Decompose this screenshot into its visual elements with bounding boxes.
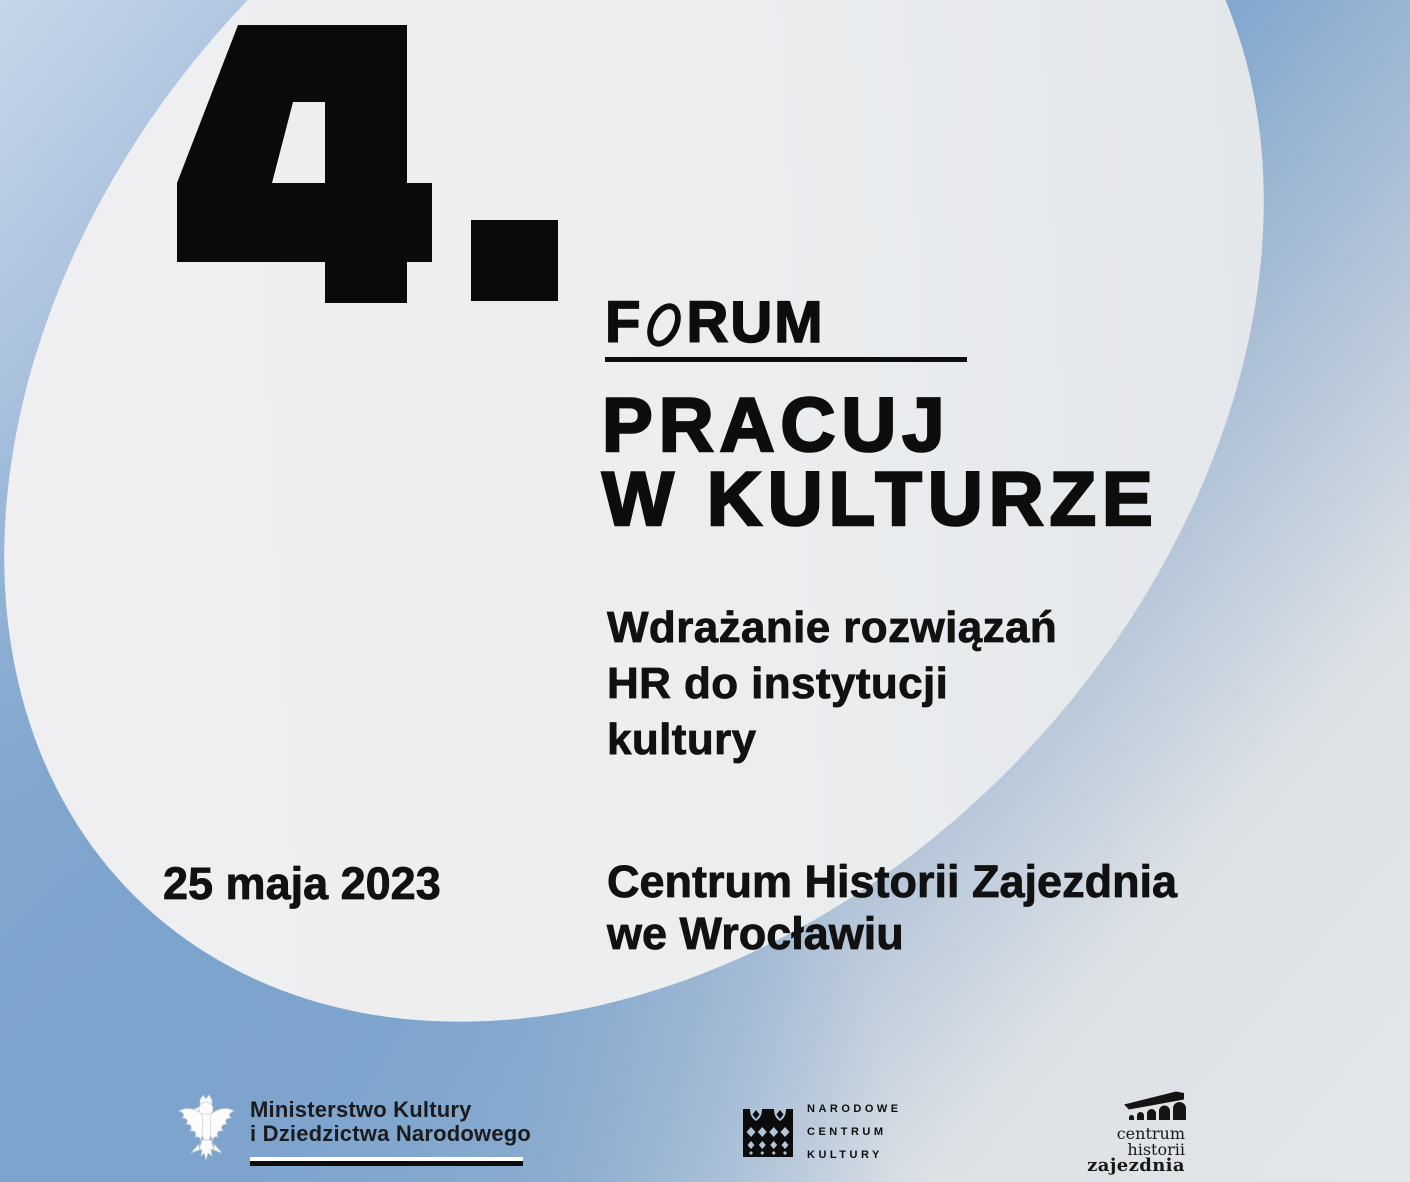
- nck-name-word-1: NARODOWE: [807, 1103, 902, 1115]
- venue-line-1: Centrum Historii Zajezdnia: [607, 856, 1178, 907]
- ministry-name-line-1: Ministerstwo Kultury: [250, 1097, 472, 1122]
- forum-wordmark: [605, 290, 825, 355]
- nck-name-word-2: CENTRUM: [807, 1126, 887, 1138]
- nck-name-word-3: KULTURY: [807, 1149, 883, 1161]
- zajezdnia-name-word-2: historii: [1127, 1140, 1185, 1159]
- zajezdnia-name: [1045, 1126, 1185, 1174]
- ministry-name-line-2: i Dziedzictwa Narodowego: [250, 1121, 532, 1146]
- title-line-2: W KULTURZE: [602, 457, 1159, 542]
- zajezdnia-name-word-3: zajezdnia: [1087, 1155, 1185, 1176]
- nck-name: [807, 1098, 902, 1167]
- forum-letters-rum: RUM: [686, 290, 825, 355]
- venue-line-2: we Wrocławiu: [607, 908, 904, 959]
- nck-crown-icon: [743, 1105, 793, 1157]
- zajezdnia-name-word-1: centrum: [1116, 1124, 1185, 1143]
- event-date: 25 maja 2023: [163, 858, 441, 909]
- numeral-4-glyph: [177, 25, 432, 303]
- ministry-name: [250, 1098, 531, 1146]
- forum-underline: [605, 357, 967, 362]
- depot-building-icon: [1123, 1087, 1187, 1121]
- event-venue: [607, 856, 1177, 960]
- subtitle-line-2: HR do instytucji: [607, 659, 949, 708]
- subtitle-line-1: Wdrażanie rozwiązań: [607, 603, 1058, 652]
- numeral-period-glyph: [471, 220, 558, 301]
- forum-o-ellipse-icon: [641, 298, 688, 352]
- title-line-1: PRACUJ: [602, 383, 951, 468]
- forum-letter-f: F: [605, 290, 643, 355]
- edition-number: [177, 25, 558, 303]
- subtitle-line-3: kultury: [607, 715, 757, 764]
- poster-subtitle: [607, 600, 1057, 768]
- polish-eagle-icon: [178, 1094, 235, 1165]
- poster-title: [602, 383, 1159, 542]
- ministry-underline-black: [250, 1161, 523, 1166]
